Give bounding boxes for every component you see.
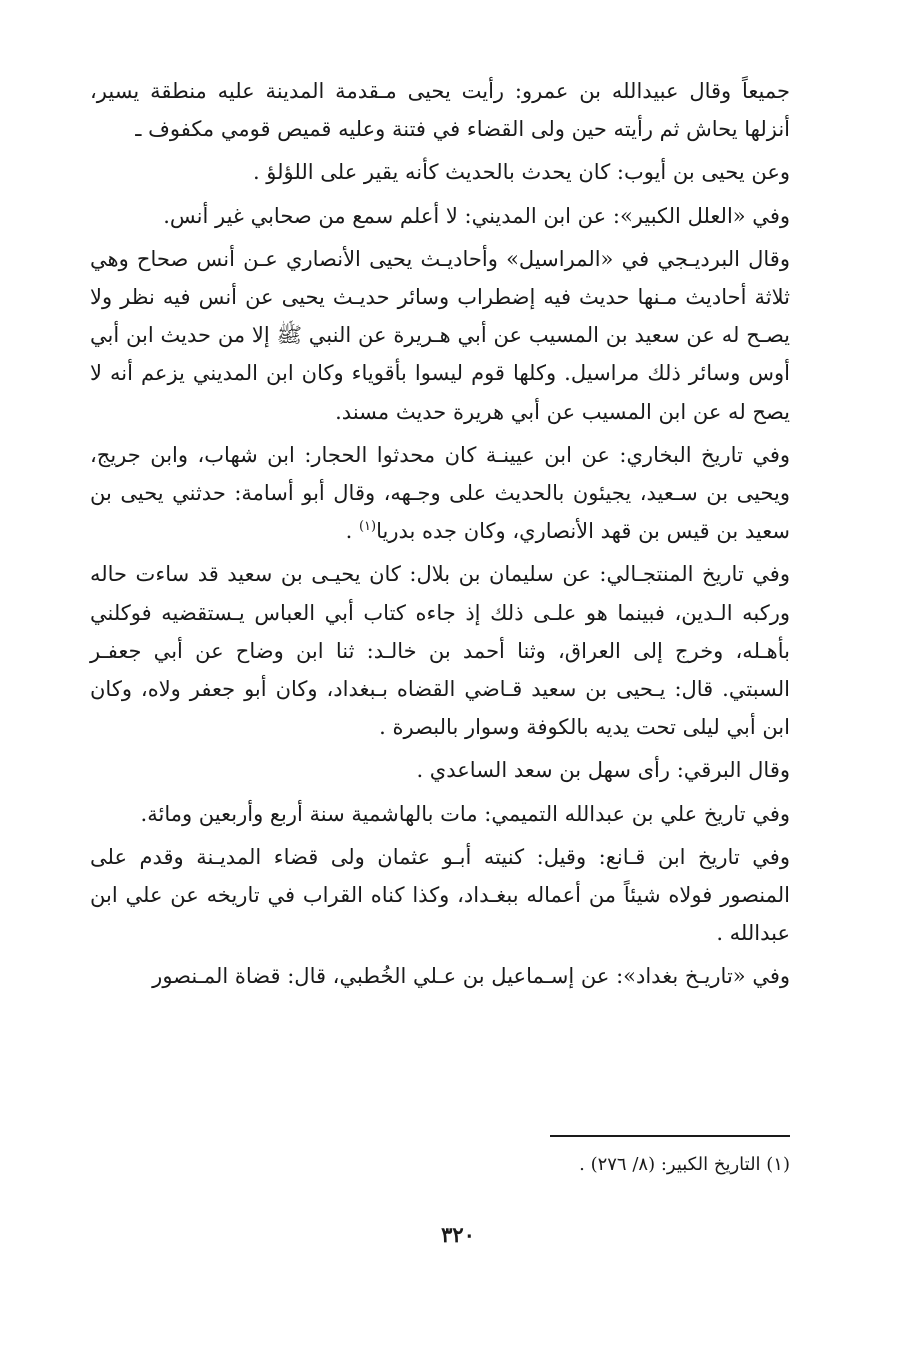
paragraph-10: وفي «تاريـخ بغداد»: عن إسـماعيل بن عـلي الخُطبي، قال: قضاة المـنصور	[152, 964, 790, 989]
paragraph-5-tail: .	[345, 519, 359, 544]
paragraph-5	[90, 436, 790, 551]
footnote: (١) التاريخ الكبير: (٨/ ٢٧٦) .	[579, 1154, 790, 1175]
page-number: ٣٢٠	[441, 1222, 475, 1247]
footnote-divider	[550, 1135, 790, 1137]
paragraph-5-text: وفي تاريخ البخاري: عن ابن عيينـة كان محدثوا الحجار: ابن شهاب، وابن جريج، ويحيى بن سـعيد، يجيئون بالحديث على وجـهه، وقال أبو أسامة: حدثني يحيى بن سعيد بن قيس بن قهد الأنصاري، وكان جده بدريا	[90, 442, 790, 544]
paragraph-3: وفي «العلل الكبير»: عن ابن المديني: لا أعلم سمع من صحابي غير أنس.	[163, 203, 790, 228]
paragraph-4: وقال البرديـجي في «المراسيل» وأحاديـث يحيى الأنصاري عـن أنس صحاح وهي ثلاثة أحاديث مـنها حديث فيه إضطراب وسائر حديـث يحيى عن أنس فيه نظر ولا يصـح له عن سعيد بن المسيب عن أبي هـريرة عن النبي ﷺ إلا من حديث ابن أبي أوس وسائر ذلك مراسيل. وكلها قوم ليسوا بأقوياء وكان ابن المديني يزعم أنه لا يصح له عن ابن المسيب عن أبي هريرة حديث مسند.	[90, 246, 790, 424]
paragraph-6: وفي تاريخ المنتجـالي: عن سليمان بن بلال: كان يحيـى بن سعيد قد ساءت حاله وركبه الـدين، فبينما هو علـى ذلك إذ جاءه كتاب أبي العباس يـستقضيه فوكلني بأهـله، وخرج إلى العراق، وثنا أحمد بن خالـد: ثنا ابن وضاح عن أبي جعفـر السبتي. قال: يـحيى بن سعيد قـاضي القضاه بـبغداد، وكان أبو جعفر ولاه، وكان ابن أبي ليلى تحت يديه بالكوفة وسوار بالبصرة .	[90, 562, 790, 740]
main-text	[90, 72, 790, 996]
paragraph-2: وعن يحيى بن أيوب: كان يحدث بالحديث كأنه يقير على اللؤلؤ .	[252, 160, 790, 185]
paragraph-1: جميعاً وقال عبيدالله بن عمرو: رأيت يحيى مـقدمة المدينة عليه منطقة يسير، أنزلها يحاش ثم رأيته حين ولى القضاء في فتنة وعليه قميص قومي مكفوف ـ	[90, 79, 790, 142]
paragraph-8: وفي تاريخ علي بن عبدالله التميمي: مات بالهاشمية سنة أربع وأربعين ومائة.	[140, 801, 790, 826]
paragraph-9: وفي تاريخ ابن قـانع: وقيل: كنيته أبـو عثمان ولى قضاء المديـنة وقدم على المنصور فولاه شيئاً من أعماله ببغـداد، وكذا كناه القراب في تاريخه عن علي ابن عبدالله .	[90, 844, 790, 946]
footnote-reference: (١)	[358, 519, 377, 535]
paragraph-7: وقال البرقي: رأى سهل بن سعد الساعدي .	[416, 758, 790, 783]
